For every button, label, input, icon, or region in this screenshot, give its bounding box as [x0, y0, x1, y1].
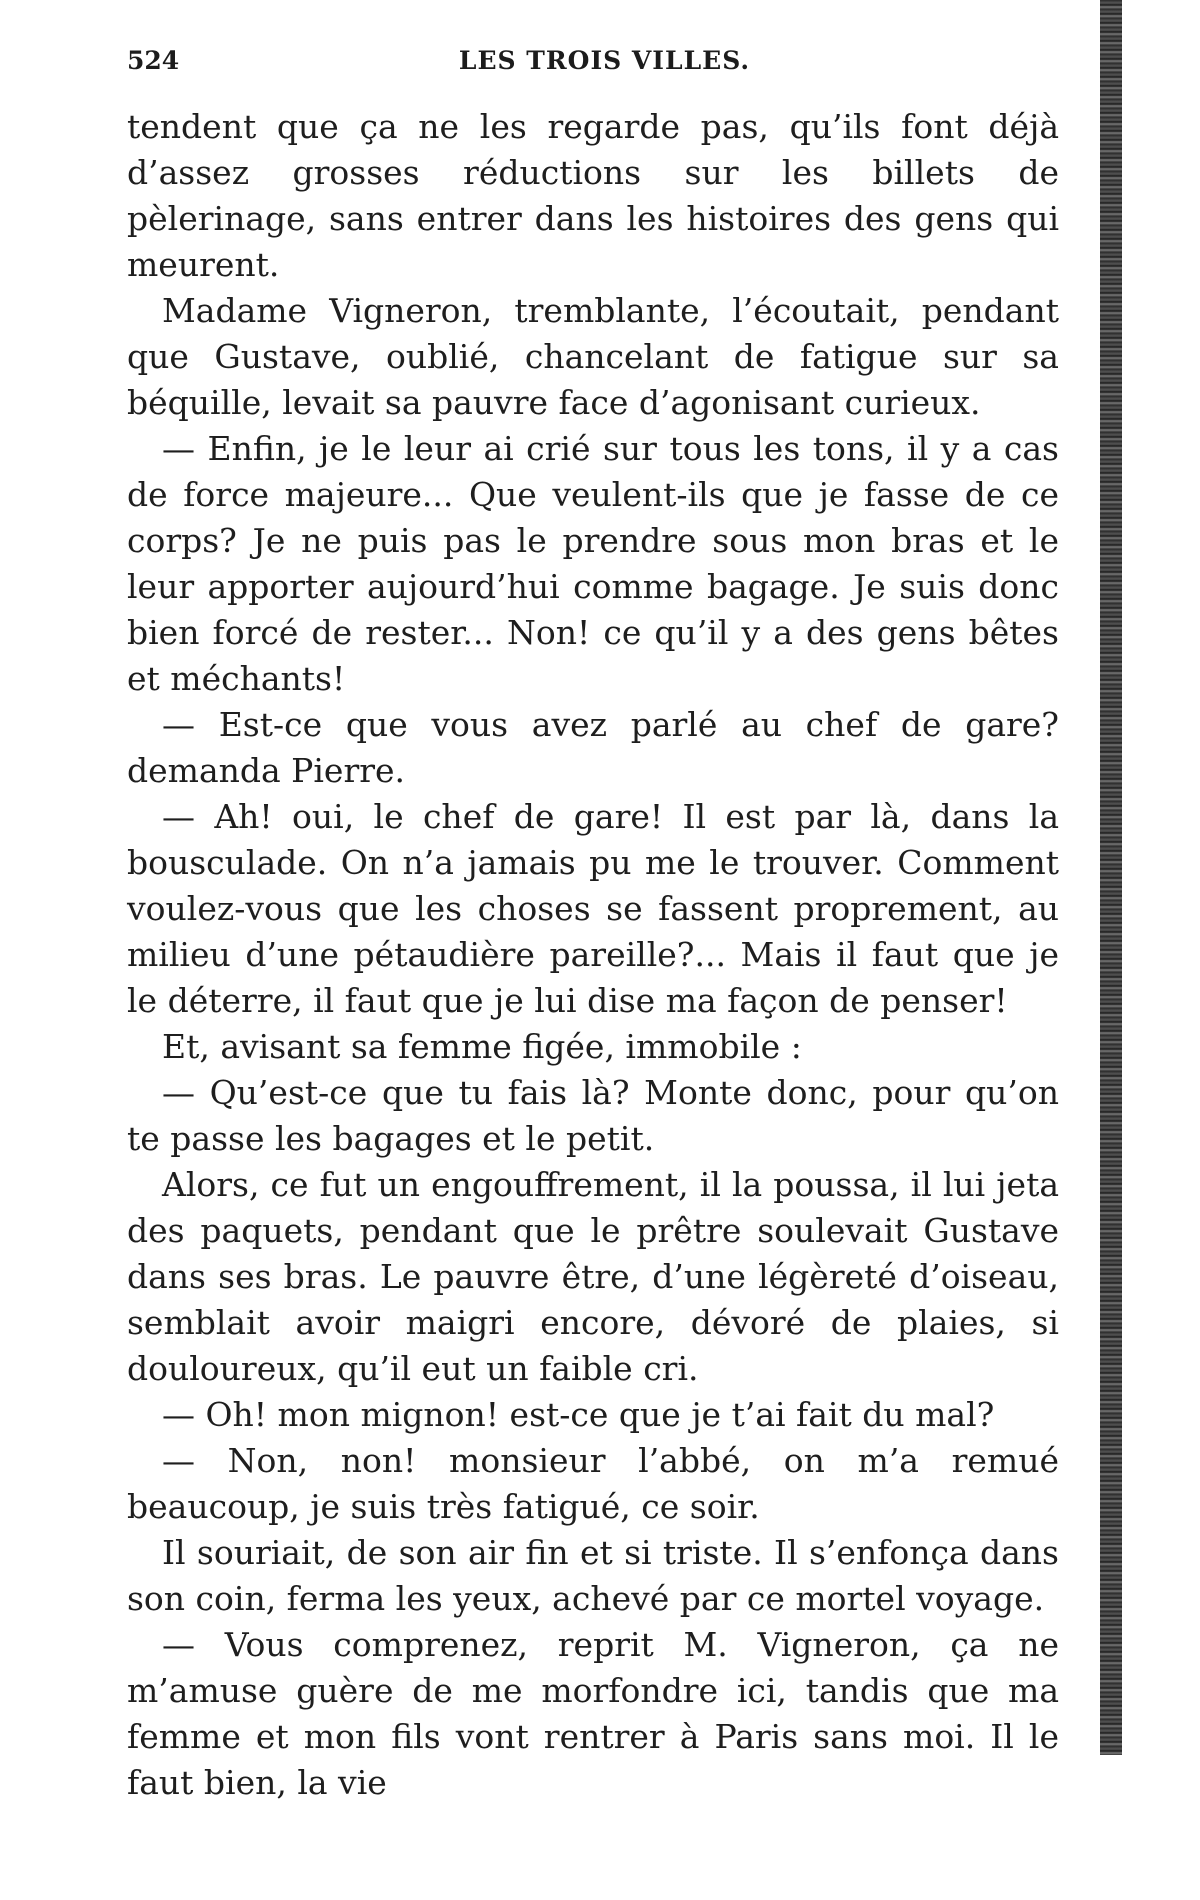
body-text [127, 104, 1059, 1806]
paragraph: Madame Vigneron, tremblante, l’écoutait, pendant que Gustave, oublié, chancelant de fatigue sur sa béquille, levait sa pauvre face d’agonisant curieux. [127, 291, 1059, 422]
paragraph: — Vous comprenez, reprit M. Vigneron, ça ne m’amuse guère de me morfondre ici, tandis que ma femme et mon fils vont rentrer à Paris sans moi. Il le faut bien, la vie [127, 1625, 1059, 1802]
running-head [127, 46, 1082, 86]
paragraph: tendent que ça ne les regarde pas, qu’ils font déjà d’assez grosses réductions sur les billets de pèlerinage, sans entrer dans les histoires des gens qui meurent. [127, 107, 1059, 284]
page-number: 524 [127, 46, 180, 75]
paragraph: Et, avisant sa femme figée, immobile : [162, 1027, 802, 1066]
paragraph: — Est-ce que vous avez parlé au chef de gare? demanda Pierre. [127, 705, 1059, 790]
page-edge-strip [1100, 0, 1122, 1755]
paragraph: Alors, ce fut un engouffrement, il la poussa, il lui jeta des paquets, pendant que le prêtre soulevait Gustave dans ses bras. Le pauvre être, d’une légèreté d’oiseau, semblait avoir maigri encore, dévoré de plaies, si douloureux, qu’il eut un faible cri. [127, 1165, 1059, 1388]
paragraph: Il souriait, de son air fin et si triste. Il s’enfonça dans son coin, ferma les yeux, achevé par ce mortel voyage. [127, 1533, 1059, 1618]
paragraph: — Qu’est-ce que tu fais là? Monte donc, pour qu’on te passe les bagages et le petit. [127, 1073, 1059, 1158]
paragraph: — Enfin, je le leur ai crié sur tous les tons, il y a cas de force majeure... Que veulent-ils que je fasse de ce corps? Je ne puis pas le prendre sous mon bras et le leur apporter aujourd’hui comme bagage. Je suis donc bien forcé de rester... Non! ce qu’il y a des gens bêtes et méchants! [127, 429, 1059, 698]
paragraph: — Ah! oui, le chef de gare! Il est par là, dans la bousculade. On n’a jamais pu me le trouver. Comment voulez-vous que les choses se fassent proprement, au milieu d’une pétaudière pareille?... Mais il faut que je le déterre, il faut que je lui dise ma façon de penser! [127, 797, 1059, 1020]
paragraph: — Non, non! monsieur l’abbé, on m’a remué beaucoup, je suis très fatigué, ce soir. [127, 1441, 1059, 1526]
paragraph: — Oh! mon mignon! est-ce que je t’ai fait du mal? [162, 1395, 995, 1434]
book-title: LES TROIS VILLES. [458, 46, 751, 75]
